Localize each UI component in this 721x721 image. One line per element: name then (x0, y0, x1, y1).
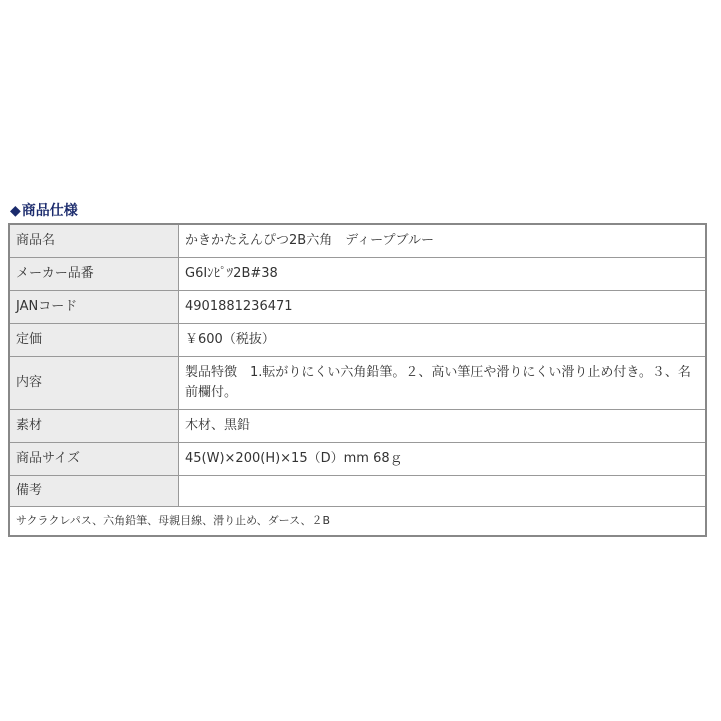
row-value: 木材、黒鉛 (179, 410, 707, 443)
row-label: 定価 (9, 324, 179, 357)
table-row (9, 291, 706, 324)
row-label: 素材 (9, 410, 179, 443)
section-title: 商品仕様 (21, 203, 78, 219)
row-value: ￥600（税抜） (179, 324, 707, 357)
tags-text: サクラクレパス、六角鉛筆、母親目線、滑り止め、ダース、２B (9, 507, 706, 537)
row-label: 商品名 (9, 224, 179, 258)
row-label: JANコード (9, 291, 179, 324)
row-value: かきかたえんぴつ2B六角 ディープブルー (179, 224, 707, 258)
row-value (179, 476, 707, 507)
diamond-icon: ◆ (10, 203, 21, 219)
row-value: G6Iﾝﾋﾟﾂ2B#38 (179, 258, 707, 291)
table-row (9, 410, 706, 443)
row-label: 商品サイズ (9, 443, 179, 476)
table-row (9, 224, 706, 258)
table-row (9, 443, 706, 476)
section-heading (10, 202, 78, 220)
table-row (9, 258, 706, 291)
row-value: 製品特徴 1.転がりにくい六角鉛筆。２、高い筆圧や滑りにくい滑り止め付き。３、名前欄付。 (179, 357, 707, 410)
row-label: 備考 (9, 476, 179, 507)
table-row (9, 357, 706, 410)
table-row (9, 324, 706, 357)
table-row (9, 476, 706, 507)
row-label: 内容 (9, 357, 179, 410)
row-value: 4901881236471 (179, 291, 707, 324)
row-value: 45(W)×200(H)×15（D）mm 68ｇ (179, 443, 707, 476)
tags-row (9, 507, 706, 537)
spec-table (8, 223, 707, 537)
row-label: メーカー品番 (9, 258, 179, 291)
